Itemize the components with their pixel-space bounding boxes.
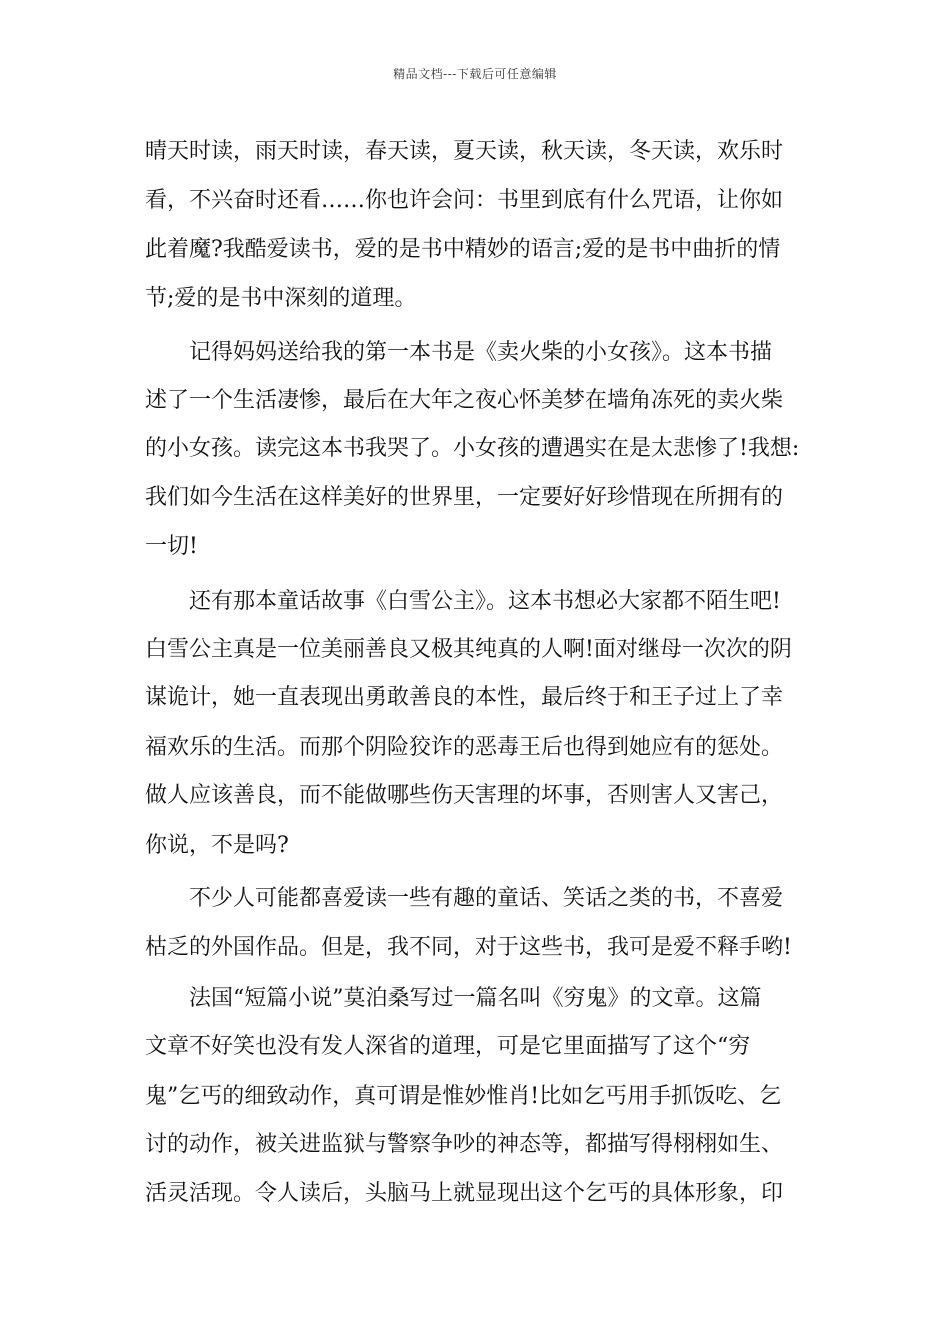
text-line: 枯乏的外国作品。但是，我不同，对于这些书，我可是爱不释手哟!: [145, 935, 792, 960]
text-line: 记得妈妈送给我的第一本书是《卖火柴的小女孩》。这本书描: [189, 340, 773, 365]
text-line: 一切!: [145, 534, 198, 559]
text-line: 此着魔?我酷爱读书，爱的是书中精妙的语言;爱的是书中曲折的情: [145, 237, 781, 262]
text-line: 节;爱的是书中深刻的道理。: [145, 286, 417, 311]
text-line: 晴天时读，雨天时读，春天读，夏天读，秋天读，冬天读，欢乐时: [145, 139, 784, 164]
text-line: 福欢乐的生活。而那个阴险狡诈的恶毒王后也得到她应有的惩处。: [145, 735, 784, 760]
text-line: 法国“短篇小说”莫泊桑写过一篇名叫《穷鬼》的文章。这篇: [189, 986, 762, 1011]
text-line: 文章不好笑也没有发人深省的道理，可是它里面描写了这个“穷: [145, 1034, 751, 1059]
text-line: 活灵活现。令人读后，头脑马上就显现出这个乞丐的具体形象，印: [145, 1181, 784, 1206]
text-line: 看，不兴奋时还看……你也许会问：书里到底有什么咒语，让你如: [145, 188, 784, 213]
page-header: 精品文档---下载后可任意编辑: [393, 67, 557, 81]
text-line: 你说，不是吗?: [145, 833, 289, 858]
text-line: 鬼”乞丐的细致动作，真可谓是惟妙惟肖!比如乞丐用手抓饭吃、乞: [145, 1084, 782, 1109]
text-line: 做人应该善良，而不能做哪些伤天害理的坏事，否则害人又害己，: [145, 783, 784, 808]
text-line: 讨的动作，被关进监狱与警察争吵的神态等，都描写得栩栩如生、: [145, 1132, 784, 1157]
text-line: 我们如今生活在这样美好的世界里，一定要好好珍惜现在所拥有的: [145, 485, 784, 510]
text-line: 不少人可能都喜爱读一些有趣的童话、笑话之类的书，不喜爱: [189, 886, 784, 911]
text-line: 白雪公主真是一位美丽善良又极其纯真的人啊!面对继母一次次的阴: [145, 637, 792, 662]
text-line: 述了一个生活凄惨，最后在大年之夜心怀美梦在墙角冻死的卖火柴: [145, 388, 784, 413]
text-line: 的小女孩。读完这本书我哭了。小女孩的遭遇实在是太悲惨了!我想:: [145, 436, 800, 461]
text-line: 谋诡计，她一直表现出勇敢善良的本性，最后终于和王子过上了幸: [145, 685, 784, 710]
text-line: 还有那本童话故事《白雪公主》。这本书想必大家都不陌生吧!: [189, 589, 781, 614]
